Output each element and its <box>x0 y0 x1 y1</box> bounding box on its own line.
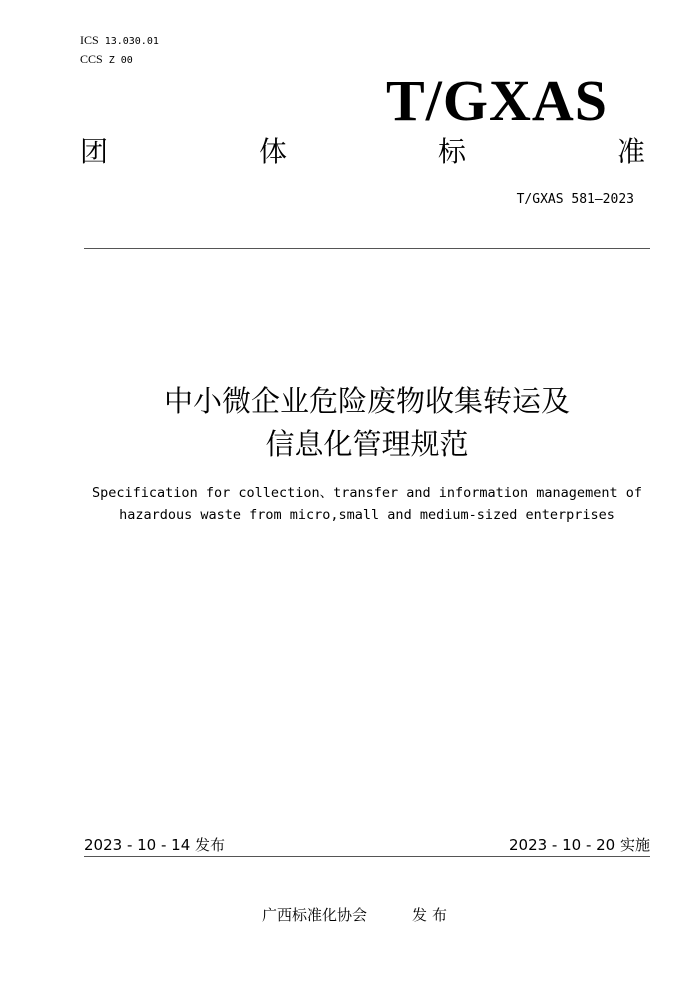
bottom-divider <box>84 856 650 857</box>
standard-type-char: 准 <box>616 135 645 168</box>
issue-word: 发布 <box>412 906 453 924</box>
standard-type-char: 标 <box>437 135 466 168</box>
standard-brand: T/GXAS <box>386 68 608 133</box>
ics-code: 13.030.01 <box>104 36 159 47</box>
ics-label: ICS <box>80 33 99 47</box>
implement-date: 2023 - 10 - 20 实施 <box>508 836 650 854</box>
issuer-name: 广西标准化协会 <box>262 906 368 924</box>
top-divider <box>84 248 650 249</box>
ics-line <box>80 33 159 49</box>
standard-number: T/GXAS 581—2023 <box>516 192 634 207</box>
title-en-line2: hazardous waste from micro,small and medium-sized enterprises <box>119 507 615 523</box>
title-cn-line2: 信息化管理规范 <box>265 427 469 461</box>
standard-type-char: 团 <box>80 135 109 168</box>
publish-date: 2023 - 10 - 14 发布 <box>84 836 226 854</box>
ccs-code: Z 00 <box>108 55 133 66</box>
ccs-line <box>80 52 133 68</box>
title-cn-line1: 中小微企业危险废物收集转运及 <box>163 384 570 418</box>
standard-type-char: 体 <box>258 135 287 168</box>
standard-type <box>80 134 645 170</box>
ccs-label: CCS <box>80 52 103 66</box>
title-en-line1: Specification for collection、transfer and information management of <box>92 485 642 501</box>
